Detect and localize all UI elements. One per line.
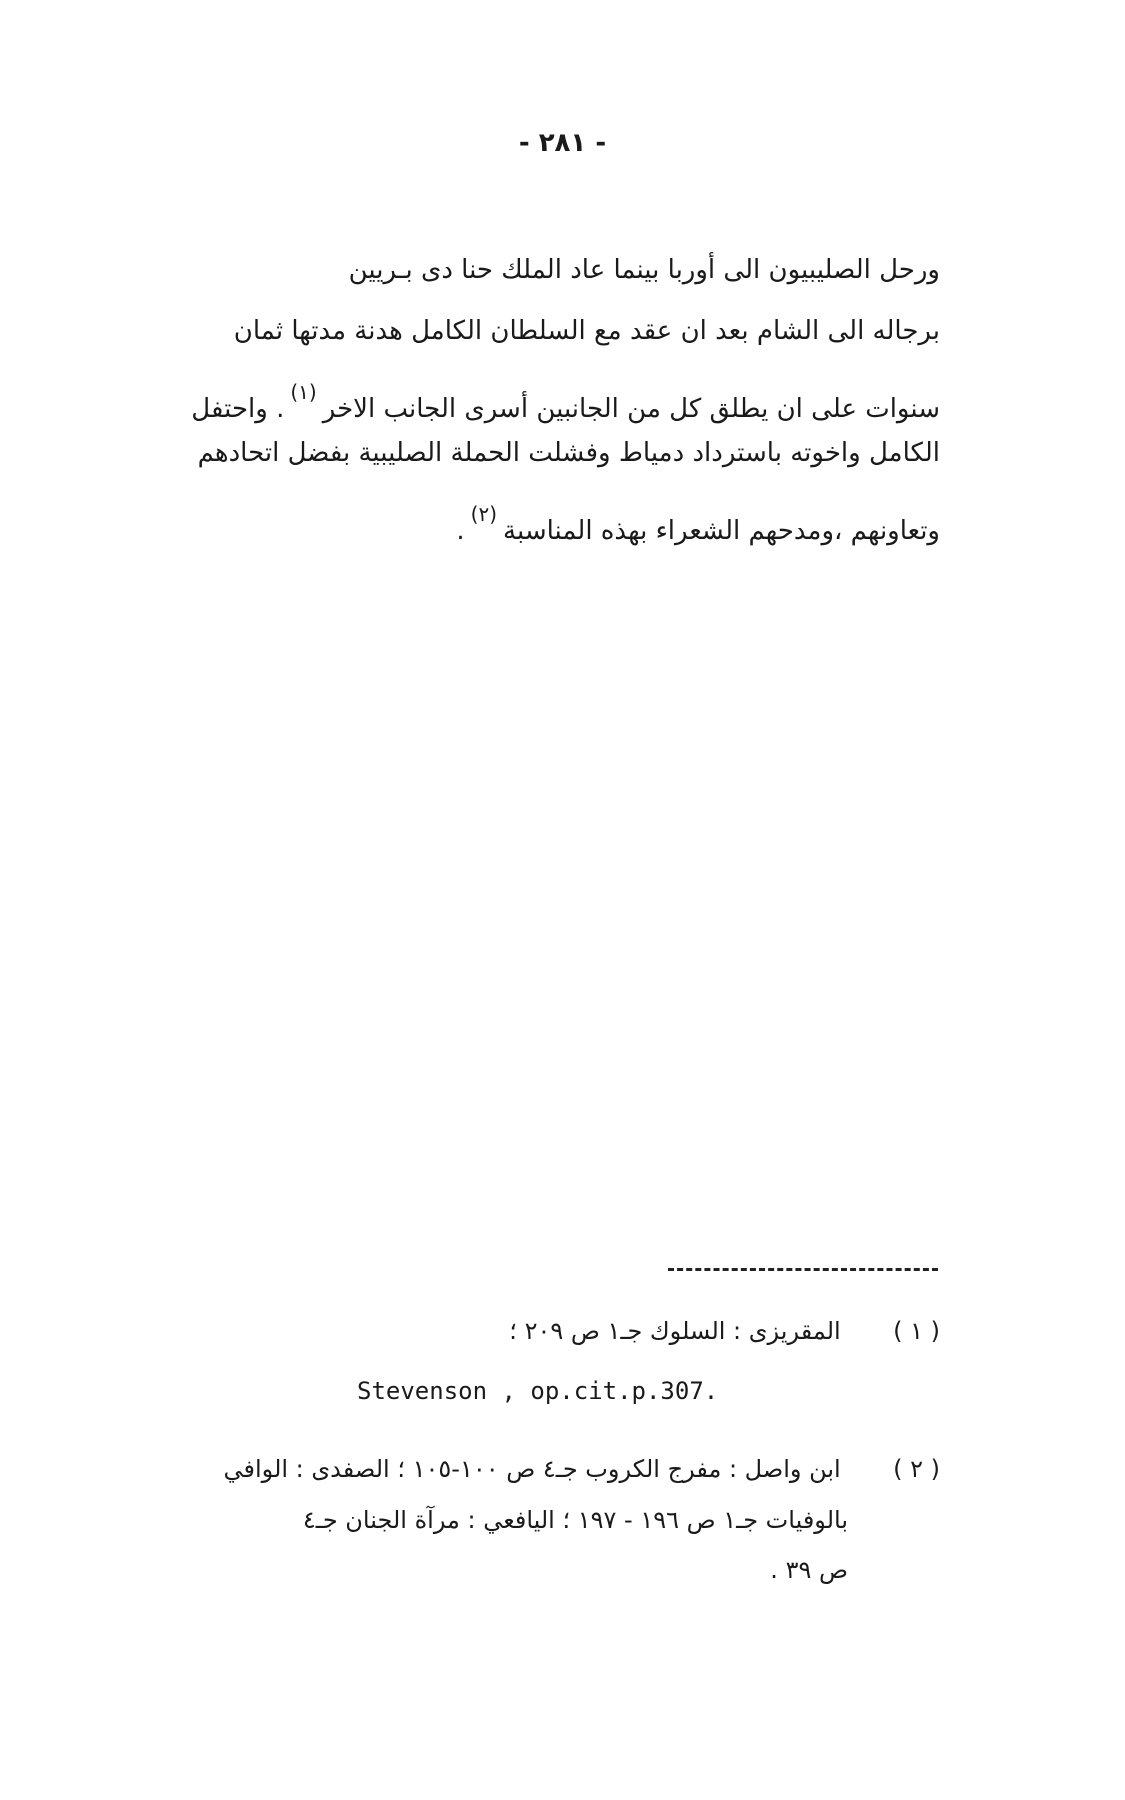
footnote-2-line-1 <box>120 1443 940 1495</box>
text-line <box>130 362 940 423</box>
text-line-4: الكامل واخوته باسترداد دمياط وفشلت الحملة الصليبية بفضل اتحادهم <box>197 438 940 468</box>
footnote-2 <box>120 1443 940 1595</box>
footnote-1-latin-reference: Stevenson , op.cit.p.307. <box>357 1377 719 1405</box>
text-line <box>130 423 940 484</box>
footnote-2-line-3: ص ٣٩ . <box>770 1556 848 1584</box>
text-line-2: برجاله الى الشام بعد ان عقد مع السلطان الكامل هدنة مدتها ثمان <box>233 316 940 346</box>
footnote-1 <box>120 1305 940 1357</box>
text-line-5 <box>456 484 940 545</box>
footnote-2-marker: ( ٢ ) <box>893 1455 940 1483</box>
text-line-5-part-b: . <box>456 516 465 546</box>
footnote-reference-2: (٢) <box>470 502 498 526</box>
page-number: - ٢٨١ - <box>518 128 607 158</box>
text-line-3-part-a: سنوات على ان يطلق كل من الجانبين أسرى الجانب الاخر <box>322 394 940 424</box>
footnote-separator <box>668 1268 938 1271</box>
footnote-reference-1: (١) <box>290 380 317 404</box>
text-line <box>130 240 940 301</box>
footnote-2-text-1: ابن واصل : مفرج الكروب جـ٤ ص ١٠٠-١٠٥ ؛ الصفدى : الوافي <box>223 1455 841 1483</box>
text-line-3-part-b: . واحتفل <box>191 394 285 424</box>
text-line-1: ورحل الصليبيون الى أوربا بينما عاد الملك حنا دى بـريين <box>348 255 940 285</box>
footnotes-section <box>120 1305 940 1595</box>
text-line-3 <box>191 362 940 423</box>
text-line <box>130 301 940 362</box>
footnote-1-marker: ( ١ ) <box>893 1317 940 1345</box>
text-line-5-part-a: وتعاونهم ،ومدحهم الشعراء بهذه المناسبة <box>503 516 940 546</box>
text-line <box>130 484 940 545</box>
footnote-1-text: المقريزى : السلوك جـ١ ص ٢٠٩ ؛ <box>509 1317 841 1345</box>
body-paragraph <box>130 240 940 545</box>
footnote-2-line-2: بالوفيات جـ١ ص ١٩٦ - ١٩٧ ؛ اليافعي : مرآة الجنان جـ٤ <box>302 1506 848 1534</box>
